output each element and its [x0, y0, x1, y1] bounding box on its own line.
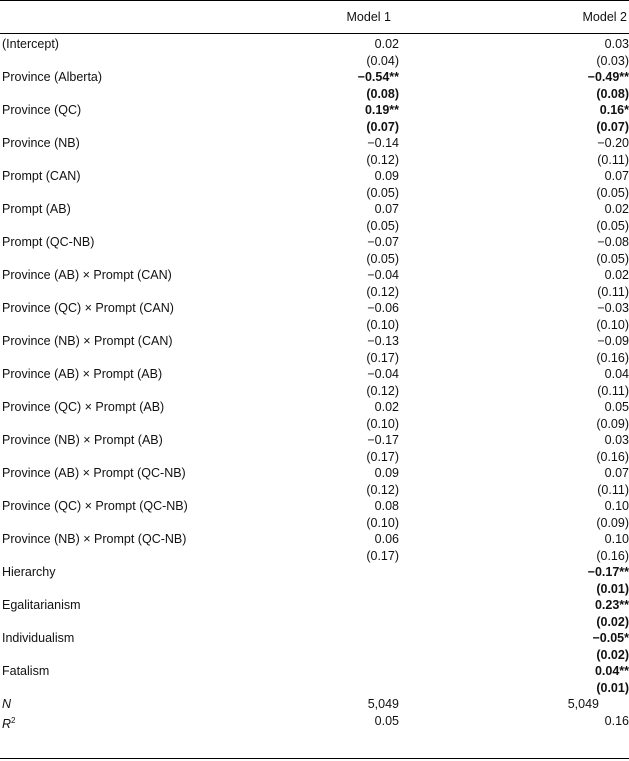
column-header-model-1: Model 1 [346, 10, 391, 24]
model2-std-error: (0.09) [596, 416, 629, 431]
model2-r-squared-value: 0.16 [604, 713, 629, 728]
column-header-model-2: Model 2 [582, 10, 627, 24]
model2-estimate: 0.02 [604, 268, 629, 282]
model2-estimate: 0.03 [604, 433, 629, 447]
model2-cell [596, 36, 629, 69]
model2-cell [597, 267, 629, 300]
model2-estimate: 0.05 [604, 400, 629, 414]
model2-std-error: (0.05) [596, 185, 629, 200]
table-row [0, 102, 629, 135]
model2-std-error: (0.02) [596, 614, 629, 629]
table-row-n [0, 696, 629, 713]
model2-cell [596, 498, 629, 531]
row-label: Prompt (CAN) [2, 169, 81, 183]
header-rule [0, 33, 629, 34]
model1-std-error: (0.12) [366, 482, 399, 497]
model1-std-error: (0.05) [366, 251, 399, 266]
model2-cell [596, 168, 629, 201]
model2-estimate: 0.16* [599, 103, 629, 117]
table-row [0, 663, 629, 696]
row-label-n: N [2, 697, 12, 711]
row-label: Province (NB) [2, 136, 80, 150]
model2-std-error: (0.11) [597, 383, 629, 398]
table-row [0, 531, 629, 564]
row-label: Prompt (AB) [2, 202, 71, 216]
model1-cell [366, 36, 399, 69]
table-row [0, 69, 629, 102]
model2-cell [597, 366, 629, 399]
model1-estimate: 0.06 [374, 532, 399, 546]
model2-std-error: (0.01) [596, 680, 629, 695]
model2-estimate: −0.20 [597, 136, 629, 150]
model2-estimate: −0.05* [592, 631, 629, 645]
model2-estimate: 0.10 [604, 532, 629, 546]
model1-cell [366, 498, 399, 531]
model1-n-value: 5,049 [367, 697, 399, 711]
table-row [0, 498, 629, 531]
model1-std-error: (0.04) [366, 53, 399, 68]
model1-estimate: 0.09 [374, 169, 399, 183]
model2-std-error: (0.11) [597, 482, 629, 497]
r-squared-letter: R [2, 716, 12, 731]
model1-std-error: (0.17) [366, 350, 399, 365]
row-label: Province (NB) × Prompt (QC-NB) [2, 532, 187, 546]
model1-estimate: 0.02 [374, 400, 399, 414]
model1-cell [366, 399, 399, 432]
model1-estimate: −0.14 [367, 136, 399, 150]
coefficient-rows [0, 36, 629, 696]
model2-std-error: (0.07) [596, 119, 629, 134]
table-row [0, 36, 629, 69]
table-row [0, 465, 629, 498]
model1-std-error: (0.10) [366, 317, 399, 332]
table-row [0, 432, 629, 465]
row-label: Egalitarianism [2, 598, 81, 612]
model2-std-error: (0.05) [596, 251, 629, 266]
model2-cell [593, 630, 629, 663]
table-row [0, 399, 629, 432]
model2-std-error: (0.16) [596, 350, 629, 365]
model1-std-error: (0.07) [366, 119, 399, 134]
model2-std-error: (0.11) [597, 152, 629, 167]
model2-estimate: 0.23** [594, 598, 629, 612]
row-label: Province (NB) × Prompt (AB) [2, 433, 163, 447]
table-row [0, 135, 629, 168]
table-top-rule [0, 0, 629, 1]
model1-std-error: (0.10) [366, 515, 399, 530]
model2-n-value: 5,049 [567, 697, 599, 711]
model2-cell [596, 333, 629, 366]
model2-std-error: (0.16) [596, 449, 629, 464]
model2-estimate: 0.02 [604, 202, 629, 216]
model1-cell [358, 69, 399, 102]
model2-cell [588, 564, 629, 597]
model2-estimate: −0.09 [597, 334, 629, 348]
table-row [0, 168, 629, 201]
model1-estimate: 0.07 [374, 202, 399, 216]
model1-estimate: 0.19** [364, 103, 399, 117]
row-label: Province (QC) × Prompt (CAN) [2, 301, 174, 315]
table-row [0, 366, 629, 399]
model1-std-error: (0.12) [366, 152, 399, 167]
model2-cell [596, 201, 629, 234]
row-label: Fatalism [2, 664, 50, 678]
model2-estimate: −0.08 [597, 235, 629, 249]
model2-cell [596, 102, 629, 135]
model1-cell [366, 201, 399, 234]
model1-std-error: (0.17) [366, 548, 399, 563]
model2-estimate: −0.03 [597, 301, 629, 315]
model1-cell [366, 333, 399, 366]
r-squared-superscript: 2 [11, 715, 16, 725]
model1-estimate: −0.06 [367, 301, 399, 315]
model2-cell [596, 432, 629, 465]
table-row-r-squared [0, 713, 629, 730]
row-label: Prompt (QC-NB) [2, 235, 95, 249]
model1-cell [366, 432, 399, 465]
row-label: Province (AB) × Prompt (QC-NB) [2, 466, 186, 480]
regression-table-body [0, 36, 629, 729]
model1-cell [366, 531, 399, 564]
model1-estimate: −0.07 [367, 235, 399, 249]
model1-cell [366, 267, 399, 300]
model1-cell [366, 300, 399, 333]
model2-estimate: −0.17** [587, 565, 629, 579]
model1-std-error: (0.05) [366, 185, 399, 200]
model1-estimate: 0.08 [374, 499, 399, 513]
table-row [0, 300, 629, 333]
model2-cell [597, 135, 629, 168]
row-label: Province (QC) × Prompt (AB) [2, 400, 165, 414]
model2-estimate: 0.07 [604, 466, 629, 480]
model2-std-error: (0.03) [596, 53, 629, 68]
model1-cell [366, 168, 399, 201]
model1-estimate: −0.13 [367, 334, 399, 348]
model1-estimate: −0.54** [357, 70, 399, 84]
model1-estimate: −0.04 [367, 367, 399, 381]
model1-cell [366, 135, 399, 168]
model1-std-error: (0.17) [366, 449, 399, 464]
model2-std-error: (0.16) [596, 548, 629, 563]
model2-estimate: 0.04** [594, 664, 629, 678]
model2-std-error: (0.05) [596, 218, 629, 233]
table-bottom-rule [0, 758, 629, 759]
model2-std-error: (0.10) [596, 317, 629, 332]
model2-cell [597, 465, 629, 498]
model2-std-error: (0.09) [596, 515, 629, 530]
row-label: Province (QC) × Prompt (QC-NB) [2, 499, 188, 513]
model1-r-squared-value: 0.05 [374, 713, 399, 728]
model2-cell [596, 399, 629, 432]
model1-estimate: 0.09 [374, 466, 399, 480]
model1-cell [366, 234, 399, 267]
model2-estimate: −0.49** [587, 70, 629, 84]
row-label: Hierarchy [2, 565, 56, 579]
model2-estimate: 0.04 [604, 367, 629, 381]
table-row [0, 564, 629, 597]
model1-cell [365, 102, 399, 135]
model1-std-error: (0.12) [366, 284, 399, 299]
model1-std-error: (0.05) [366, 218, 399, 233]
row-label: Province (Alberta) [2, 70, 103, 84]
row-label-r-squared [2, 713, 15, 733]
model2-cell [596, 234, 629, 267]
table-row [0, 333, 629, 366]
row-label: Province (AB) × Prompt (CAN) [2, 268, 172, 282]
model1-estimate: 0.02 [374, 37, 399, 51]
table-row [0, 267, 629, 300]
model1-estimate: −0.17 [367, 433, 399, 447]
table-row [0, 201, 629, 234]
model1-estimate: −0.04 [367, 268, 399, 282]
model2-cell [596, 300, 629, 333]
table-row [0, 597, 629, 630]
model1-cell [366, 465, 399, 498]
model2-estimate: 0.10 [604, 499, 629, 513]
model2-estimate: 0.07 [604, 169, 629, 183]
model2-std-error: (0.02) [596, 647, 629, 662]
model2-std-error: (0.08) [596, 86, 629, 101]
row-label: (Intercept) [2, 37, 59, 51]
model2-cell [596, 531, 629, 564]
model1-std-error: (0.12) [366, 383, 399, 398]
model1-std-error: (0.10) [366, 416, 399, 431]
row-label: Individualism [2, 631, 75, 645]
row-label: Province (NB) × Prompt (CAN) [2, 334, 173, 348]
model1-std-error: (0.08) [366, 86, 399, 101]
model2-cell [588, 69, 629, 102]
table-row [0, 630, 629, 663]
model2-estimate: 0.03 [604, 37, 629, 51]
model2-std-error: (0.11) [597, 284, 629, 299]
model2-cell [595, 597, 629, 630]
model2-cell [595, 663, 629, 696]
row-label: Province (AB) × Prompt (AB) [2, 367, 163, 381]
model1-cell [366, 366, 399, 399]
table-row [0, 234, 629, 267]
row-label: Province (QC) [2, 103, 82, 117]
model2-std-error: (0.01) [596, 581, 629, 596]
